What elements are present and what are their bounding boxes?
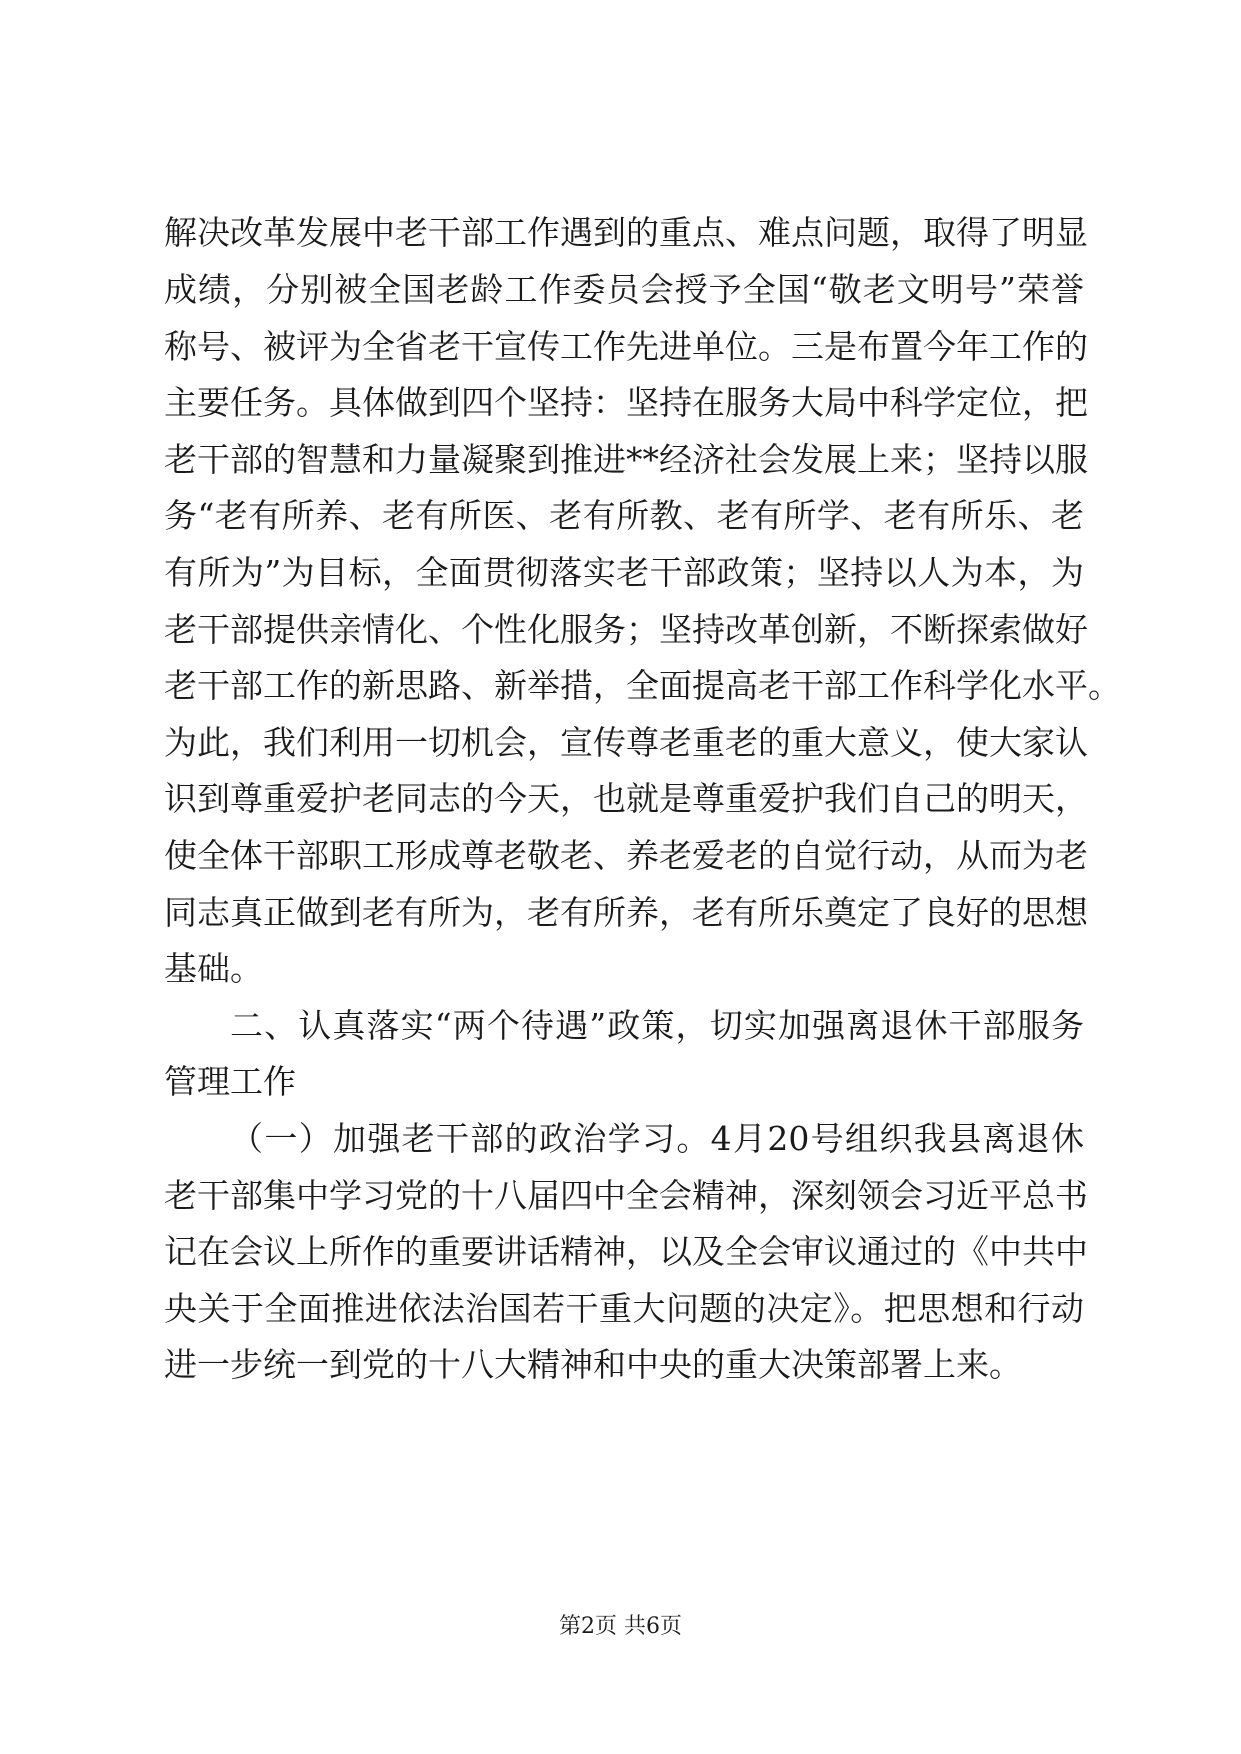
body-line: 解决改革发展中老干部工作遇到的重点、难点问题，取得了明显: [164, 213, 1088, 252]
body-line: 老干部集中学习党的十八届四中全会精神，深刻领会习近平总书: [164, 1176, 1088, 1215]
body-line: 老干部提供亲情化、个性化服务；坚持改革创新，不断探索做好: [164, 610, 1088, 649]
section-heading: 二、认真落实“两个待遇”政策，切实加强离退休干部服务: [230, 1006, 1084, 1045]
subsection-paragraph-line: （一）加强老干部的政治学习。4月20号组织我县离退休: [230, 1119, 1084, 1158]
body-line: 基础。: [164, 949, 263, 988]
body-line: 使全体干部职工形成尊老敬老、养老爱老的自觉行动，从而为老: [164, 836, 1088, 875]
page-number-footer: 第2页 共6页: [559, 1614, 682, 1639]
body-line: 识到尊重爱护老同志的今天，也就是尊重爱护我们自己的明天，: [164, 779, 1088, 818]
body-line: 有所为”为目标，全面贯彻落实老干部政策；坚持以人为本，为: [164, 553, 1084, 592]
body-line: 老干部工作的新思路、新举措，全面提高老干部工作科学化水平。: [164, 666, 1121, 705]
body-line: 为此，我们利用一切机会，宣传尊老重老的重大意义，使大家认: [164, 723, 1088, 762]
body-line: 老干部的智慧和力量凝聚到推进**经济社会发展上来；坚持以服: [164, 440, 1088, 479]
section-heading-continued: 管理工作: [164, 1062, 296, 1101]
body-line: 主要任务。具体做到四个坚持：坚持在服务大局中科学定位，把: [164, 383, 1088, 422]
body-line: 央关于全面推进依法治国若干重大问题的决定》。把思想和行动: [164, 1289, 1084, 1328]
body-line: 同志真正做到老有所为，老有所养，老有所乐奠定了良好的思想: [164, 893, 1088, 932]
body-line: 进一步统一到党的十八大精神和中央的重大决策部署上来。: [164, 1345, 1022, 1384]
body-line: 务“老有所养、老有所医、老有所教、老有所学、老有所乐、老: [164, 496, 1084, 535]
body-line: 称号、被评为全省老干宣传工作先进单位。三是布置今年工作的: [164, 327, 1088, 366]
body-line: 成绩，分别被全国老龄工作委员会授予全国“敬老文明号”荣誉: [164, 270, 1084, 309]
body-line: 记在会议上所作的重要讲话精神，以及全会审议通过的《中共中: [164, 1232, 1088, 1271]
